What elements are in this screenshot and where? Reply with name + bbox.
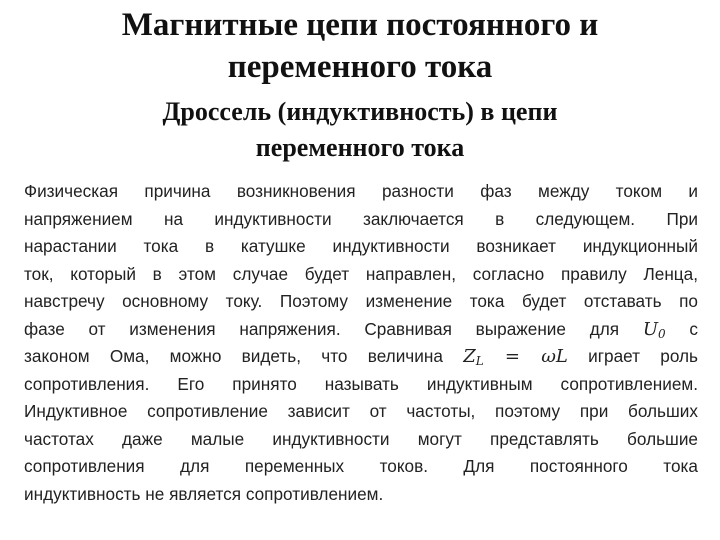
body-line-with-formula-u0 xyxy=(24,316,698,344)
body-line: ток, который в этом случае будет направлен, согласно правилу Ленца, xyxy=(24,263,698,284)
title-line-2: переменного тока xyxy=(227,49,493,85)
body-line: индуктивность не является сопротивлением. xyxy=(24,483,384,504)
body-text-segment: играет роль xyxy=(588,346,698,366)
slide-subtitle xyxy=(90,94,630,166)
body-text-segment: законом Ома, можно видеть, что величина xyxy=(24,346,443,366)
body-text-segment: фазе от изменения напряжения. Сравнивая выражение для xyxy=(24,318,620,339)
slide-title xyxy=(40,4,680,88)
formula-zl-rhs: = ωL xyxy=(483,346,568,367)
body-line: частотах даже малые индуктивности могут представлять большие xyxy=(24,428,698,449)
formula-u0-sub: 0 xyxy=(658,326,666,341)
body-line: Физическая причина возникновения разности фаз между током и xyxy=(24,181,698,201)
body-text-segment: с xyxy=(689,318,698,339)
subtitle-line-2: переменного тока xyxy=(255,133,465,162)
formula-u0 xyxy=(643,319,666,340)
formula-u0-base: U xyxy=(642,318,659,340)
title-line-1: Магнитные цепи постоянного и xyxy=(121,7,599,43)
body-line: навстречу основному току. Поэтому изменение тока будет отставать по xyxy=(24,291,698,311)
subtitle-line-1: Дроссель (индуктивность) в цепи xyxy=(162,97,558,126)
body-line: сопротивления. Его принято называть индуктивным сопротивлением. xyxy=(24,373,698,394)
formula-zl xyxy=(463,346,568,367)
formula-zl-base: Z xyxy=(463,346,476,367)
body-line-with-formula-zl xyxy=(24,343,698,371)
formula-zl-sub: L xyxy=(475,354,484,368)
body-line: нарастании тока в катушке индуктивности возникает индукционный xyxy=(24,236,698,256)
body-line: напряжением на индуктивности заключается в следующем. При xyxy=(24,208,698,229)
body-line: сопротивления для переменных токов. Для постоянного тока xyxy=(24,456,698,476)
body-line: Индуктивное сопротивление зависит от частоты, поэтому при больших xyxy=(24,401,698,421)
body-text xyxy=(24,178,698,508)
